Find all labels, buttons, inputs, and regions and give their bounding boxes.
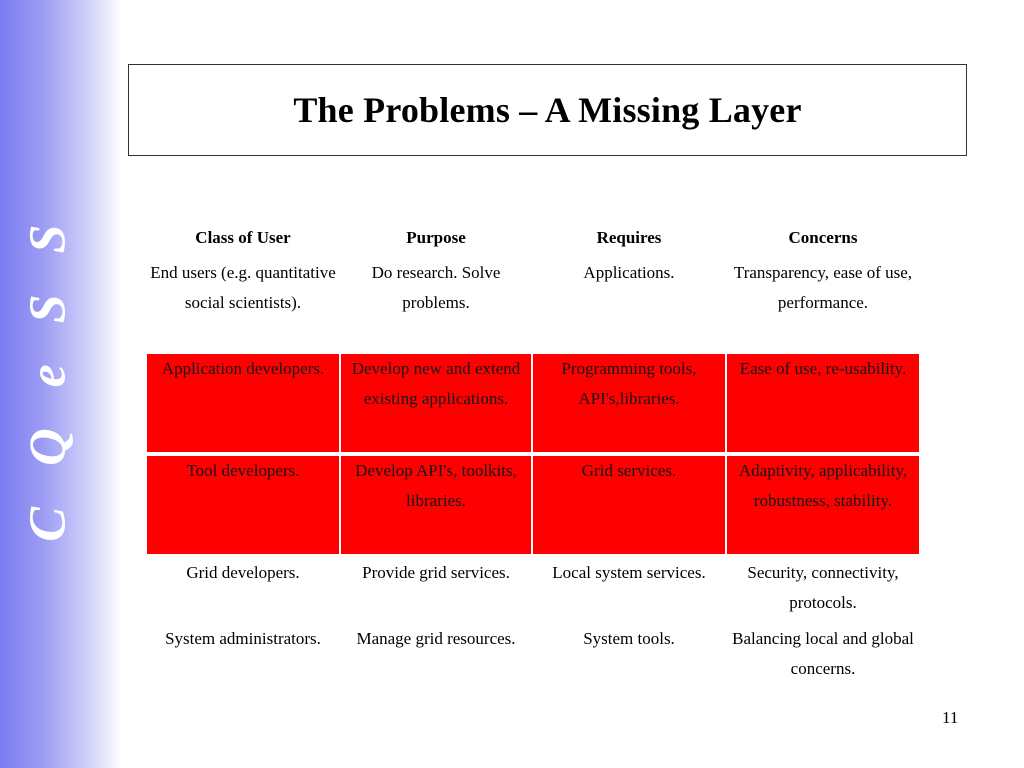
page-number: 11 [942,708,959,727]
table-cell-end-users-purpose: Do research. Solve problems. [371,263,501,312]
table-cell-end-users-class: End users (e.g. quantitative social scientists). [150,263,336,312]
table-cell-app-developers-purpose: Develop new and extend existing applications. [341,354,531,452]
table-cell-end-users-requires: Applications. [583,263,675,282]
table-cell-grid-developers-requires: Local system services. [552,563,706,582]
table-cell-end-users-concerns: Transparency, ease of use, performance. [733,263,913,312]
table-cell-tool-developers-purpose: Develop API's, toolkits, libraries. [341,456,531,554]
table-cell-app-developers-class: Application developers. [147,354,339,452]
header-concerns: Concerns [788,228,858,247]
header-purpose: Purpose [406,228,466,247]
cqess-logo-text: C Q e S S [19,210,77,542]
table-cell-grid-developers-class: Grid developers. [186,563,300,582]
table-cell-sysadmins-purpose: Manage grid resources. [356,629,516,648]
problems-table [147,222,917,686]
slide-title: The Problems – A Missing Layer [293,90,802,130]
header-class-of-user: Class of User [195,228,291,247]
header-requires: Requires [596,228,662,247]
table-cell-grid-developers-concerns: Security, connectivity, protocols. [747,563,899,612]
table-cell-app-developers-concerns: Ease of use, re-usability. [727,354,919,452]
table-cell-sysadmins-concerns: Balancing local and global concerns. [732,629,914,678]
table-cell-tool-developers-class: Tool developers. [147,456,339,554]
title-box [128,64,967,156]
table-cell-app-developers-requires: Programming tools, API's,libraries. [533,354,725,452]
table-cell-sysadmins-class: System administrators. [165,629,321,648]
table-cell-sysadmins-requires: System tools. [583,629,675,648]
table-cell-grid-developers-purpose: Provide grid services. [362,563,510,582]
table-cell-tool-developers-concerns: Adaptivity, applicability, robustness, stability. [727,456,919,554]
table-cell-tool-developers-requires: Grid services. [533,456,725,554]
